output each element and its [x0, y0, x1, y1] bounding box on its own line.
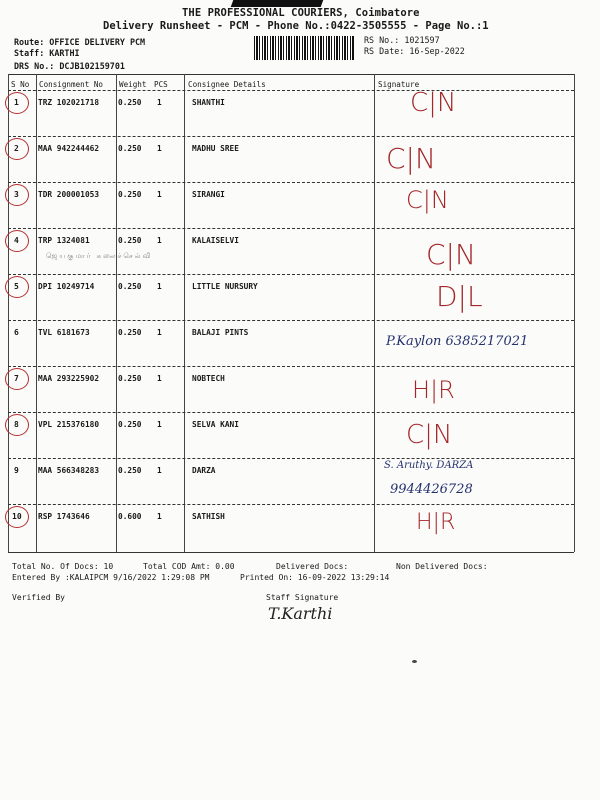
rs-number: RS No.: 1021597: [364, 35, 440, 45]
consignee-name: BALAJI PINTS: [192, 328, 249, 337]
weight: 0.250: [118, 328, 142, 337]
drs-number: DRS No.: DCJB102159701: [14, 61, 125, 71]
serial-number: 6: [14, 328, 19, 337]
weight: 0.250: [118, 282, 142, 291]
staff-signature: T.Karthi: [268, 604, 333, 623]
handwritten-signature: C|N: [406, 420, 453, 450]
handwritten-signature: C|N: [406, 186, 449, 214]
row-divider: [8, 90, 574, 91]
serial-number: 7: [14, 374, 19, 383]
table-top-border: [8, 74, 574, 75]
col-header-consignee: Consignee Details: [188, 80, 266, 89]
handwritten-signature: D|L: [436, 280, 483, 313]
weight: 0.250: [118, 466, 142, 475]
ink-mark: [412, 660, 417, 663]
serial-number: 10: [12, 512, 22, 521]
weight: 0.250: [118, 98, 142, 107]
pcs: 1: [157, 190, 162, 199]
pcs: 1: [157, 420, 162, 429]
row-divider: [8, 504, 574, 505]
consignment-number: MAA 293225902: [38, 374, 100, 383]
consignment-number: MAA 566348283: [38, 466, 100, 475]
consignment-number: TRP 1324081: [38, 236, 90, 245]
row-divider: [8, 136, 574, 137]
pcs: 1: [157, 236, 162, 245]
col-divider: [184, 74, 185, 552]
consignee-name: SELVA KANI: [192, 420, 239, 429]
non-delivered-docs: Non Delivered Docs:: [396, 562, 488, 571]
handwritten-signature: C|N: [410, 88, 457, 118]
consignment-number: VPL 215376180: [38, 420, 100, 429]
consignment-number: MAA 942244462: [38, 144, 100, 153]
serial-number: 9: [14, 466, 19, 475]
serial-number: 8: [14, 420, 19, 429]
pcs: 1: [157, 98, 162, 107]
company-title: THE PROFESSIONAL COURIERS, Coimbatore: [182, 7, 420, 19]
col-divider: [374, 74, 375, 552]
table-bottom-border: [8, 552, 574, 553]
total-cod: Total COD Amt: 0.00: [143, 562, 235, 571]
weight: 0.250: [118, 190, 142, 199]
row-divider: [8, 182, 574, 183]
handwritten-signature: S. Aruthy. DARZA: [384, 460, 474, 471]
row-divider: [8, 228, 574, 229]
weight: 0.250: [118, 374, 142, 383]
serial-number: 4: [14, 236, 19, 245]
weight: 0.250: [118, 236, 142, 245]
col-header-weight: Weight: [119, 80, 147, 89]
consignee-name: SHANTHI: [192, 98, 225, 107]
consignee-name: MADHU SREE: [192, 144, 239, 153]
consignment-number: TVL 6181673: [38, 328, 90, 337]
pcs: 1: [157, 512, 162, 521]
row-divider: [8, 366, 574, 367]
serial-number: 5: [14, 282, 19, 291]
pcs: 1: [157, 466, 162, 475]
pcs: 1: [157, 282, 162, 291]
staff-label: Staff: KARTHI: [14, 48, 80, 58]
row-divider: [8, 320, 574, 321]
delivered-docs: Delivered Docs:: [276, 562, 349, 571]
col-divider: [36, 74, 37, 552]
col-divider: [574, 74, 575, 552]
serial-number: 3: [14, 190, 19, 199]
consignment-number: TDR 200001053: [38, 190, 100, 199]
consignment-number: DPI 10249714: [38, 282, 95, 291]
col-header-pcs: PCS: [154, 80, 168, 89]
weight: 0.600: [118, 512, 142, 521]
handwritten-signature: H|R: [416, 510, 456, 535]
row-divider: [8, 412, 574, 413]
runsheet-subtitle: Delivery Runsheet - PCM - Phone No.:0422-3505555 - Page No.:1: [103, 20, 489, 32]
consignee-name: LITTLE NURSURY: [192, 282, 258, 291]
route-label: Route: OFFICE DELIVERY PCM: [14, 37, 146, 47]
weight: 0.250: [118, 144, 142, 153]
consignment-number: RSP 1743646: [38, 512, 90, 521]
staff-signature-label: Staff Signature: [266, 593, 339, 602]
row-divider: [8, 274, 574, 275]
consignee-name: SATHISH: [192, 512, 225, 521]
faint-handwritten-name: ஜெயகுமார் கலைச்செல்வி: [46, 252, 153, 260]
consignee-name: DARZA: [192, 466, 216, 475]
pcs: 1: [157, 328, 162, 337]
handwritten-phone: 9944426728: [390, 482, 473, 497]
col-header-signature: Signature: [378, 80, 420, 89]
header-black-mark: [231, 0, 324, 7]
total-docs: Total No. Of Docs: 10: [12, 562, 114, 571]
entered-by: Entered By :KALAIPCM 9/16/2022 1:29:08 PM: [12, 573, 210, 582]
row-divider: [8, 458, 574, 459]
col-header-consignment: Consignment No: [39, 80, 104, 89]
handwritten-signature: C|N: [426, 238, 476, 271]
consignee-name: KALAISELVI: [192, 236, 239, 245]
col-header-sno: S No: [11, 80, 30, 89]
handwritten-signature: C|N: [386, 142, 436, 175]
weight: 0.250: [118, 420, 142, 429]
rs-date: RS Date: 16-Sep-2022: [364, 46, 465, 56]
handwritten-signature: H|R: [412, 376, 455, 404]
serial-number: 1: [14, 98, 19, 107]
serial-number: 2: [14, 144, 19, 153]
barcode: [254, 36, 354, 60]
consignment-number: TRZ 102021718: [38, 98, 100, 107]
printed-on: Printed On: 16-09-2022 13:29:14: [240, 573, 390, 582]
consignee-name: SIRANGI: [192, 190, 225, 199]
consignee-name: NOBTECH: [192, 374, 225, 383]
handwritten-signature: P.Kaylon 6385217021: [386, 334, 529, 349]
pcs: 1: [157, 374, 162, 383]
col-divider: [116, 74, 117, 552]
pcs: 1: [157, 144, 162, 153]
verified-by-label: Verified By: [12, 593, 65, 602]
